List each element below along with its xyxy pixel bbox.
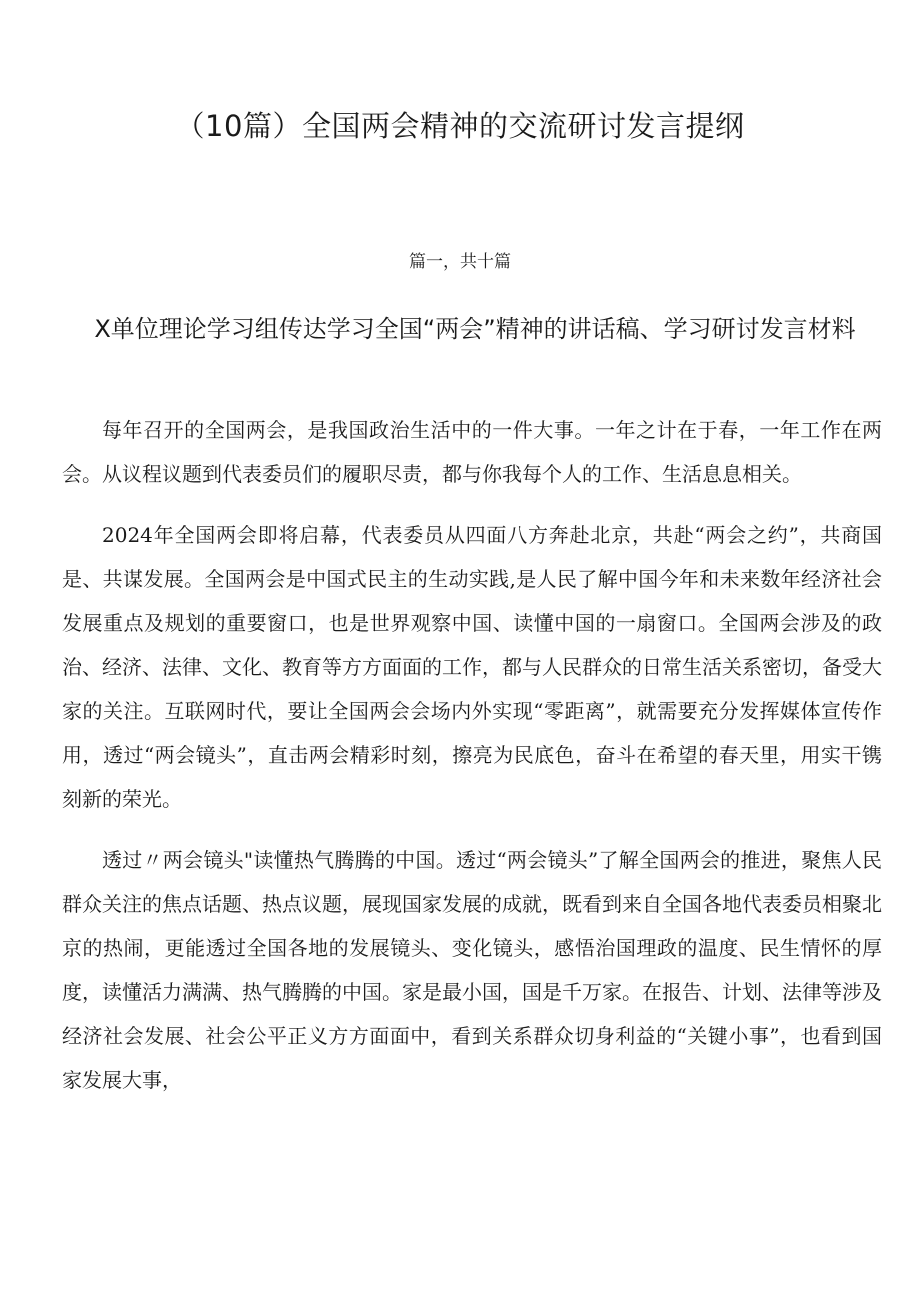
section-label: 篇一，共十篇 <box>409 252 511 272</box>
article-title: X单位理论学习组传达学习全国“两会”精神的讲话稿、学习研讨发言材料 <box>94 315 856 343</box>
paragraph-2: 2024年全国两会即将启幕，代表委员从四面八方奔赴北京，共赴“两会之约”，共商国是、共谋发展。全国两会是中国式民主的生动实践,是人民了解中国今年和未来数年经济社会发展重点及规划的重要窗口，也是世界观察中国、读懂中国的一扇窗口。全国两会涉及的政治、经济、法律、文化、教育等方方面面的工作，都与人民群众的日常生活关系密切，备受大家的关注。互联网时代，要让全国两会会场内外实现“零距离”，就需要充分发挥媒体宣传作用，透过“两会镜头”，直击两会精彩时刻，擦亮为民底色，奋斗在希望的春天里，用实干镌刻新的荣光。 <box>62 523 882 811</box>
paragraph-3: 透过〃两会镜头"读懂热气腾腾的中国。透过“两会镜头”了解全国两会的推进，聚焦人民群众关注的焦点话题、热点议题，展现国家发展的成就，既看到来自全国各地代表委员相聚北京的热闹，更能透过全国各地的发展镜头、变化镜头，感悟治国理政的温度、民生情怀的厚度，读懂活力满满、热气腾腾的中国。家是最小国，国是千万家。在报告、计划、法律等涉及经济社会发展、社会公平正义方方面面中，看到关系群众切身利益的“关键小事”，也看到国家发展大事， <box>62 848 882 1092</box>
document-body <box>62 408 882 1119</box>
paragraph-1: 每年召开的全国两会，是我国政治生活中的一件大事。一年之计在于春，一年工作在两会。从议程议题到代表委员们的履职尽责，都与你我每个人的工作、生活息息相关。 <box>62 418 882 486</box>
document-title: （10篇）全国两会精神的交流研讨发言提纲 <box>175 109 745 143</box>
